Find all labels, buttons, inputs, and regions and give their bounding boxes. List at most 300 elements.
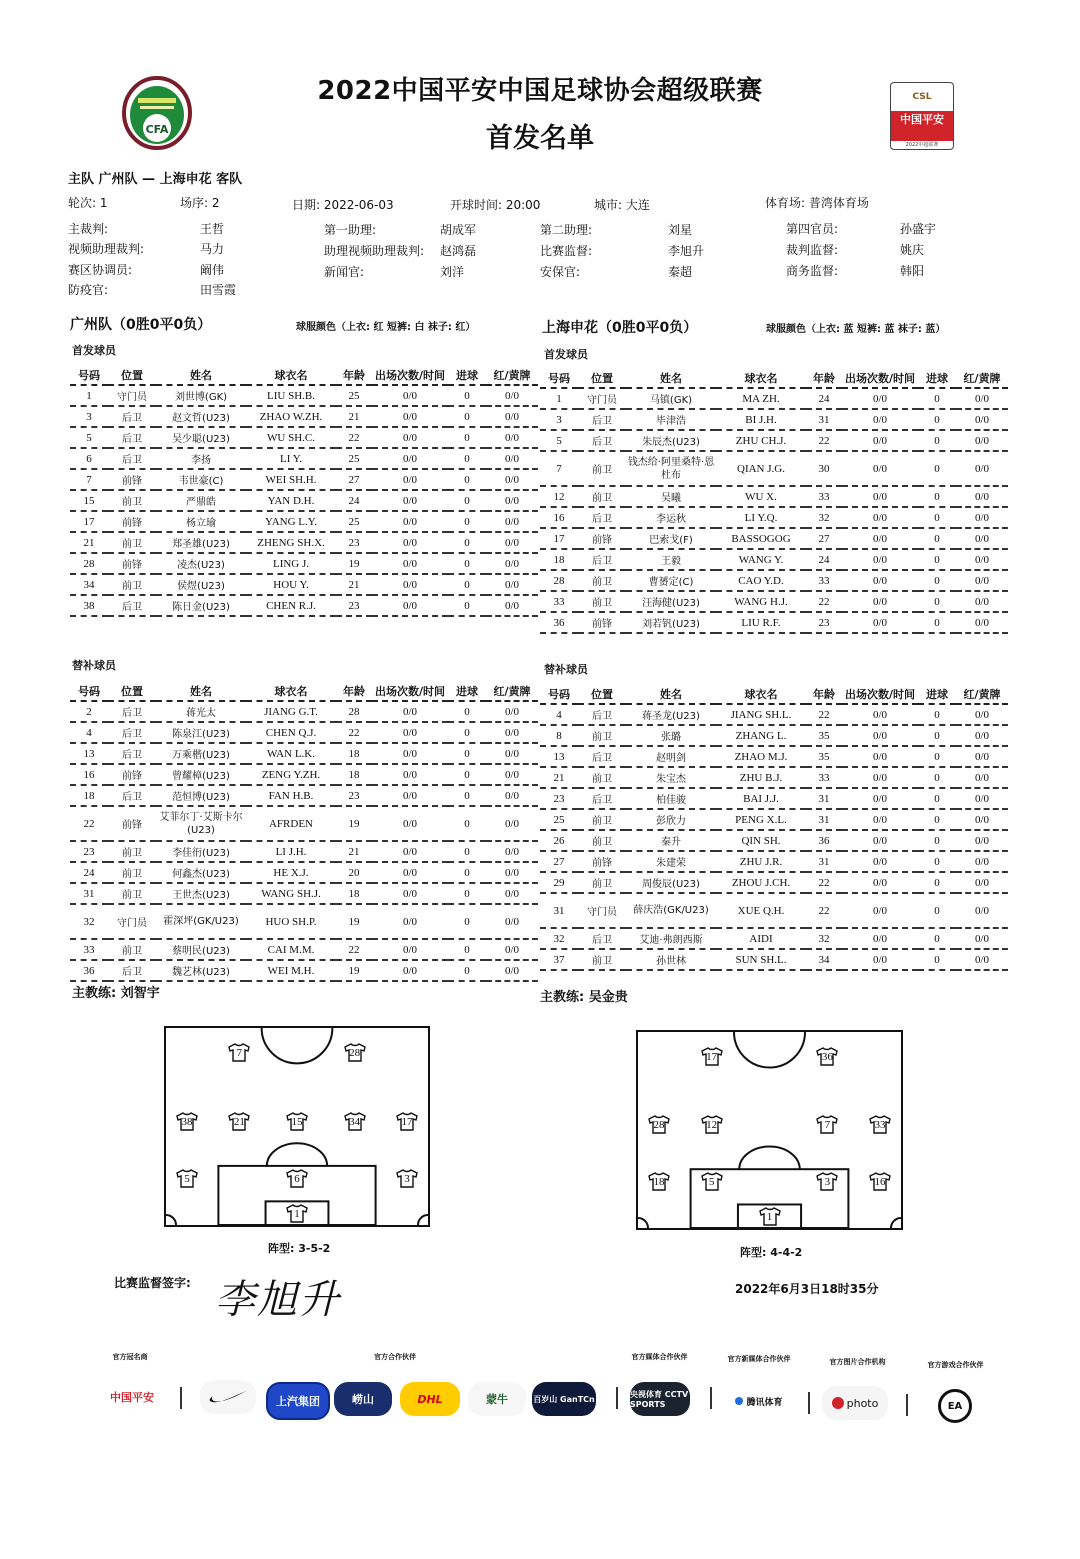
player-age: 22 (336, 939, 372, 960)
player-position: 后卫 (108, 785, 156, 806)
player-name: 何鑫杰(U23) (156, 862, 246, 883)
corner-arc (418, 1215, 428, 1225)
official-name: 赵鸿磊 (440, 244, 477, 258)
shirt-name: LI Y. (246, 448, 336, 469)
player-row (70, 841, 538, 862)
cards: 0/0 (486, 701, 538, 722)
shirt-name: LI Y.Q. (716, 507, 806, 528)
csl-mark: CSL (912, 92, 932, 102)
player-number: 38 (70, 595, 108, 616)
match-date: 日期: 2022-06-03 (292, 198, 394, 212)
shirt-number: 1 (294, 1208, 300, 1221)
player-name: 蒋圣龙(U23) (626, 704, 716, 725)
cards: 0/0 (486, 806, 538, 841)
cards: 0/0 (956, 746, 1008, 767)
shirt-name: ZHU CH.J. (716, 430, 806, 451)
player-row (540, 451, 1008, 486)
player-row (70, 743, 538, 764)
cards: 0/0 (486, 883, 538, 904)
player-row (540, 767, 1008, 788)
player-age: 21 (336, 841, 372, 862)
player-age: 19 (336, 904, 372, 939)
official-role: 裁判监督: (786, 243, 839, 257)
player-row (540, 570, 1008, 591)
player-age: 32 (806, 928, 842, 949)
shirt-name: WANG SH.J. (246, 883, 336, 904)
kickoff-time: 开球时间: 20:00 (450, 198, 541, 212)
shirt-number: 33 (874, 1119, 886, 1132)
sponsor-tencent-logo (726, 1384, 792, 1418)
appearances: 0/0 (842, 928, 918, 949)
stadium: 体育场: 普湾体育场 (765, 196, 869, 210)
shirt-number: 17 (401, 1115, 413, 1128)
shirt-number: 28 (653, 1119, 665, 1132)
player-row (540, 949, 1008, 970)
player-age: 22 (336, 427, 372, 448)
player-name: 蔡明民(U23) (156, 939, 246, 960)
cards: 0/0 (486, 490, 538, 511)
player-row (70, 385, 538, 406)
goals: 0 (918, 725, 956, 746)
player-position: 前卫 (578, 949, 626, 970)
player-row (540, 725, 1008, 746)
shirt-name: ZHAO W.ZH. (246, 406, 336, 427)
column-header: 位置 (578, 369, 626, 388)
cards: 0/0 (956, 788, 1008, 809)
player-age: 35 (806, 746, 842, 767)
away-coach: 主教练: 吴金贵 (540, 990, 628, 1005)
goals: 0 (448, 553, 486, 574)
player-number: 17 (540, 528, 578, 549)
appearances: 0/0 (372, 490, 448, 511)
shirt-number: 17 (706, 1050, 718, 1063)
player-position: 后卫 (578, 430, 626, 451)
player-number: 1 (540, 388, 578, 409)
appearances: 0/0 (842, 872, 918, 893)
player-row (70, 511, 538, 532)
cards: 0/0 (486, 574, 538, 595)
cards: 0/0 (486, 553, 538, 574)
goals: 0 (448, 806, 486, 841)
player-name: 范恒博(U23) (156, 785, 246, 806)
player-position: 守门员 (108, 385, 156, 406)
player-age: 24 (806, 549, 842, 570)
cards: 0/0 (956, 409, 1008, 430)
player-row (540, 591, 1008, 612)
appearances: 0/0 (372, 939, 448, 960)
shirt-name: BAI J.J. (716, 788, 806, 809)
away-subs-label: 替补球员 (544, 663, 588, 676)
cards: 0/0 (486, 511, 538, 532)
tencent-label: 腾讯体育 (746, 1397, 783, 1408)
shirt-name: HE X.J. (246, 862, 336, 883)
player-position: 后卫 (578, 549, 626, 570)
player-name: 薛庆浩(GK/U23) (626, 893, 716, 928)
player-row (70, 960, 538, 981)
table-header-row (540, 369, 1008, 388)
shirt-name: ZHAO M.J. (716, 746, 806, 767)
column-header: 姓名 (156, 366, 246, 385)
sponsor-title-games: 官方游戏合作伙伴 (927, 1361, 984, 1369)
player-position: 前锋 (108, 511, 156, 532)
player-position: 后卫 (108, 722, 156, 743)
appearances: 0/0 (842, 486, 918, 507)
player-position: 前卫 (578, 830, 626, 851)
away-kit-colors: 球服颜色（上衣: 蓝 短裤: 蓝 袜子: 蓝） (766, 324, 946, 335)
player-row (70, 469, 538, 490)
player-age: 33 (806, 486, 842, 507)
player-shirt (286, 1169, 308, 1188)
player-age: 28 (336, 701, 372, 722)
player-position: 前卫 (578, 591, 626, 612)
appearances: 0/0 (372, 448, 448, 469)
player-name: 李佳衎(U23) (156, 841, 246, 862)
appearances: 0/0 (842, 451, 918, 486)
official-name: 胡成军 (440, 223, 477, 237)
appearances: 0/0 (372, 532, 448, 553)
shirt-number: 16 (874, 1175, 886, 1188)
player-name: 陈日金(U23) (156, 595, 246, 616)
player-row (70, 764, 538, 785)
player-position: 后卫 (108, 743, 156, 764)
cards: 0/0 (486, 939, 538, 960)
shirt-name: WEI M.H. (246, 960, 336, 981)
sponsor-title-photo: 官方图片合作机构 (829, 1358, 886, 1366)
player-age: 23 (336, 532, 372, 553)
goals: 0 (918, 788, 956, 809)
home-subs-label: 替补球员 (72, 659, 116, 672)
match-teams: 主队 广州队 — 上海申花 客队 (68, 172, 243, 187)
shirt-number: 6 (294, 1172, 300, 1185)
player-number: 33 (70, 939, 108, 960)
player-row (70, 490, 538, 511)
cards: 0/0 (956, 507, 1008, 528)
player-name: 吴少聪(U23) (156, 427, 246, 448)
player-name: 霍深坪(GK/U23) (156, 904, 246, 939)
player-number: 25 (540, 809, 578, 830)
shirt-number: 15 (291, 1115, 303, 1128)
sponsor-mengniu-logo: 蒙牛 (468, 1382, 526, 1416)
player-position: 后卫 (578, 507, 626, 528)
goals: 0 (918, 612, 956, 633)
player-name: 孙世林 (626, 949, 716, 970)
cards: 0/0 (956, 704, 1008, 725)
player-row (70, 939, 538, 960)
player-position: 守门员 (578, 893, 626, 928)
goals: 0 (918, 809, 956, 830)
shirt-name: ZENG Y.ZH. (246, 764, 336, 785)
goals: 0 (448, 743, 486, 764)
cards: 0/0 (956, 893, 1008, 928)
column-header: 红/黄牌 (956, 369, 1008, 388)
official-name: 韩阳 (900, 264, 925, 278)
shirt-name: LI J.H. (246, 841, 336, 862)
player-row (540, 486, 1008, 507)
player-age: 24 (806, 388, 842, 409)
shirt-name: XUE Q.H. (716, 893, 806, 928)
player-age: 20 (336, 862, 372, 883)
player-name: 刘若钒(U23) (626, 612, 716, 633)
player-row (70, 722, 538, 743)
center-circle-arc (734, 1032, 805, 1068)
official-role: 第四官员: (786, 222, 839, 236)
sponsor-nike-logo (200, 1380, 256, 1414)
player-name: 陈泉江(U23) (156, 722, 246, 743)
cards: 0/0 (486, 469, 538, 490)
shirt-name: CAI M.M. (246, 939, 336, 960)
cards: 0/0 (956, 591, 1008, 612)
nike-swoosh-icon (208, 1389, 248, 1405)
table-header-row (70, 366, 538, 385)
player-age: 23 (806, 612, 842, 633)
player-position: 前卫 (108, 490, 156, 511)
home-kit-colors: 球服颜色（上衣: 红 短裤: 白 袜子: 红） (296, 322, 476, 333)
cards: 0/0 (956, 612, 1008, 633)
player-age: 21 (336, 406, 372, 427)
player-position: 后卫 (108, 406, 156, 427)
player-position: 前锋 (108, 553, 156, 574)
sponsor-title-newmedia: 官方新媒体合作伙伴 (727, 1355, 791, 1363)
photo-label: photo (846, 1396, 879, 1410)
player-shirt (816, 1115, 838, 1134)
player-name: 赵明剑 (626, 746, 716, 767)
cfa-logo-text: CFA (145, 123, 169, 136)
goals: 0 (918, 949, 956, 970)
player-row (540, 851, 1008, 872)
player-age: 18 (336, 883, 372, 904)
player-shirt (286, 1204, 308, 1223)
player-age: 27 (806, 528, 842, 549)
player-age: 23 (336, 785, 372, 806)
player-row (70, 904, 538, 939)
sponsor-ganten-logo: 百岁山 GanTCn (532, 1382, 596, 1416)
player-number: 21 (540, 767, 578, 788)
goals: 0 (918, 430, 956, 451)
sponsor-pingan-logo: 中国平安 (110, 1391, 154, 1404)
official-name: 王哲 (200, 222, 225, 236)
player-name: 艾迪·弗朗西斯 (626, 928, 716, 949)
photo-mark-icon (832, 1397, 844, 1409)
player-shirt (396, 1169, 418, 1188)
shirt-name: HUO SH.P. (246, 904, 336, 939)
away-team-name: 上海申花（0胜0平0负） (542, 320, 698, 336)
cards: 0/0 (486, 532, 538, 553)
player-shirt (816, 1047, 838, 1066)
appearances: 0/0 (372, 743, 448, 764)
sponsor-saic-logo: 上汽集团 (266, 1382, 330, 1420)
document-title: 2022中国平安中国足球协会超级联赛 (317, 76, 763, 106)
shirt-name: LIU SH.B. (246, 385, 336, 406)
appearances: 0/0 (372, 904, 448, 939)
shirt-name: CAO Y.D. (716, 570, 806, 591)
player-number: 13 (540, 746, 578, 767)
player-position: 前卫 (578, 725, 626, 746)
player-position: 后卫 (578, 928, 626, 949)
player-number: 15 (70, 490, 108, 511)
shirt-number: 7 (824, 1119, 831, 1132)
player-position: 前卫 (578, 767, 626, 788)
player-position: 后卫 (108, 427, 156, 448)
goals: 0 (918, 549, 956, 570)
player-number: 7 (540, 451, 578, 486)
player-row (70, 883, 538, 904)
official-name: 马力 (200, 242, 225, 256)
table-header-row (540, 685, 1008, 704)
column-header: 年龄 (806, 685, 842, 704)
appearances: 0/0 (372, 960, 448, 981)
shirt-number: 38 (181, 1115, 193, 1128)
player-shirt (869, 1115, 891, 1134)
column-header: 出场次数/时间 (842, 369, 918, 388)
official-role: 主裁判: (68, 222, 109, 236)
player-row (70, 574, 538, 595)
player-position: 前卫 (108, 574, 156, 595)
player-name: 彭欣力 (626, 809, 716, 830)
goals: 0 (448, 701, 486, 722)
away-formation: 阵型: 4-4-2 (740, 1246, 803, 1259)
home-formation-pitch (164, 1026, 430, 1227)
table-header-row (70, 682, 538, 701)
player-number: 22 (70, 806, 108, 841)
appearances: 0/0 (372, 764, 448, 785)
player-position: 前卫 (578, 451, 626, 486)
goals: 0 (448, 862, 486, 883)
player-position: 前卫 (108, 862, 156, 883)
player-position: 后卫 (108, 701, 156, 722)
player-row (540, 612, 1008, 633)
goals: 0 (918, 451, 956, 486)
player-name: 李运秋 (626, 507, 716, 528)
player-number: 32 (540, 928, 578, 949)
player-shirt (396, 1112, 418, 1131)
player-number: 29 (540, 872, 578, 893)
appearances: 0/0 (842, 549, 918, 570)
shirt-name: MA ZH. (716, 388, 806, 409)
goals: 0 (448, 939, 486, 960)
sponsor-title-partners: 官方合作伙伴 (374, 1353, 416, 1361)
player-number: 31 (540, 893, 578, 928)
appearances: 0/0 (842, 409, 918, 430)
column-header: 球衣名 (716, 369, 806, 388)
player-name: 严鼎皓 (156, 490, 246, 511)
center-circle-arc (262, 1028, 333, 1063)
player-name: 朱建荣 (626, 851, 716, 872)
appearances: 0/0 (842, 570, 918, 591)
cards: 0/0 (956, 928, 1008, 949)
player-number: 18 (540, 549, 578, 570)
appearances: 0/0 (842, 528, 918, 549)
player-shirt (701, 1047, 723, 1066)
column-header: 姓名 (626, 685, 716, 704)
player-number: 28 (540, 570, 578, 591)
player-row (70, 701, 538, 722)
appearances: 0/0 (842, 612, 918, 633)
away-formation-pitch (636, 1030, 903, 1230)
player-shirt (286, 1112, 308, 1131)
player-age: 22 (806, 430, 842, 451)
goals: 0 (918, 746, 956, 767)
official-role: 第一助理: (324, 223, 377, 237)
shirt-name: WAN L.K. (246, 743, 336, 764)
column-header: 进球 (448, 366, 486, 385)
column-header: 位置 (578, 685, 626, 704)
appearances: 0/0 (372, 722, 448, 743)
shirt-number: 1 (766, 1211, 773, 1224)
column-header: 球衣名 (246, 366, 336, 385)
player-name: 韦世豪(C) (156, 469, 246, 490)
ea-sports-icon: EA (938, 1389, 972, 1423)
cards: 0/0 (486, 862, 538, 883)
goals: 0 (448, 764, 486, 785)
shirt-name: WANG Y. (716, 549, 806, 570)
divider (710, 1387, 712, 1409)
player-age: 25 (336, 385, 372, 406)
official-role: 第二助理: (540, 223, 593, 237)
match-order: 场序: 2 (180, 196, 220, 210)
official-role: 比赛监督: (540, 244, 593, 258)
player-row (70, 406, 538, 427)
appearances: 0/0 (842, 591, 918, 612)
player-age: 19 (336, 553, 372, 574)
shirt-number: 5 (184, 1172, 190, 1185)
official-name: 孙盛宇 (900, 222, 937, 236)
appearances: 0/0 (372, 806, 448, 841)
cards: 0/0 (486, 841, 538, 862)
column-header: 姓名 (156, 682, 246, 701)
player-name: 魏艺林(U23) (156, 960, 246, 981)
official-name: 秦超 (668, 265, 693, 279)
shirt-number: 12 (706, 1119, 718, 1132)
column-header: 出场次数/时间 (372, 366, 448, 385)
goals: 0 (448, 722, 486, 743)
column-header: 进球 (918, 369, 956, 388)
player-name: 刘世博(GK) (156, 385, 246, 406)
goals: 0 (448, 595, 486, 616)
player-age: 32 (806, 507, 842, 528)
player-position: 前锋 (108, 764, 156, 785)
corner-arc (166, 1215, 176, 1225)
goals: 0 (918, 872, 956, 893)
player-row (70, 553, 538, 574)
player-age: 34 (806, 949, 842, 970)
column-header: 红/黄牌 (486, 366, 538, 385)
player-age: 36 (806, 830, 842, 851)
official-role: 防疫官: (68, 283, 109, 297)
player-number: 16 (70, 764, 108, 785)
column-header: 年龄 (336, 366, 372, 385)
goals: 0 (918, 528, 956, 549)
tencent-dot-icon (735, 1397, 743, 1405)
cards: 0/0 (956, 451, 1008, 486)
sponsor-title-media: 官方媒体合作伙伴 (631, 1353, 688, 1361)
player-position: 前卫 (578, 872, 626, 893)
appearances: 0/0 (372, 595, 448, 616)
away-starters-table (540, 369, 1008, 634)
appearances: 0/0 (372, 553, 448, 574)
player-name: 张璐 (626, 725, 716, 746)
shirt-name: WANG H.J. (716, 591, 806, 612)
shirt-name: WU X. (716, 486, 806, 507)
goals: 0 (448, 490, 486, 511)
document-subtitle: 首发名单 (486, 123, 594, 154)
player-row (540, 872, 1008, 893)
player-number: 37 (540, 949, 578, 970)
player-number: 3 (70, 406, 108, 427)
player-age: 19 (336, 806, 372, 841)
player-shirt (816, 1172, 838, 1191)
player-number: 24 (70, 862, 108, 883)
player-position: 前卫 (578, 486, 626, 507)
